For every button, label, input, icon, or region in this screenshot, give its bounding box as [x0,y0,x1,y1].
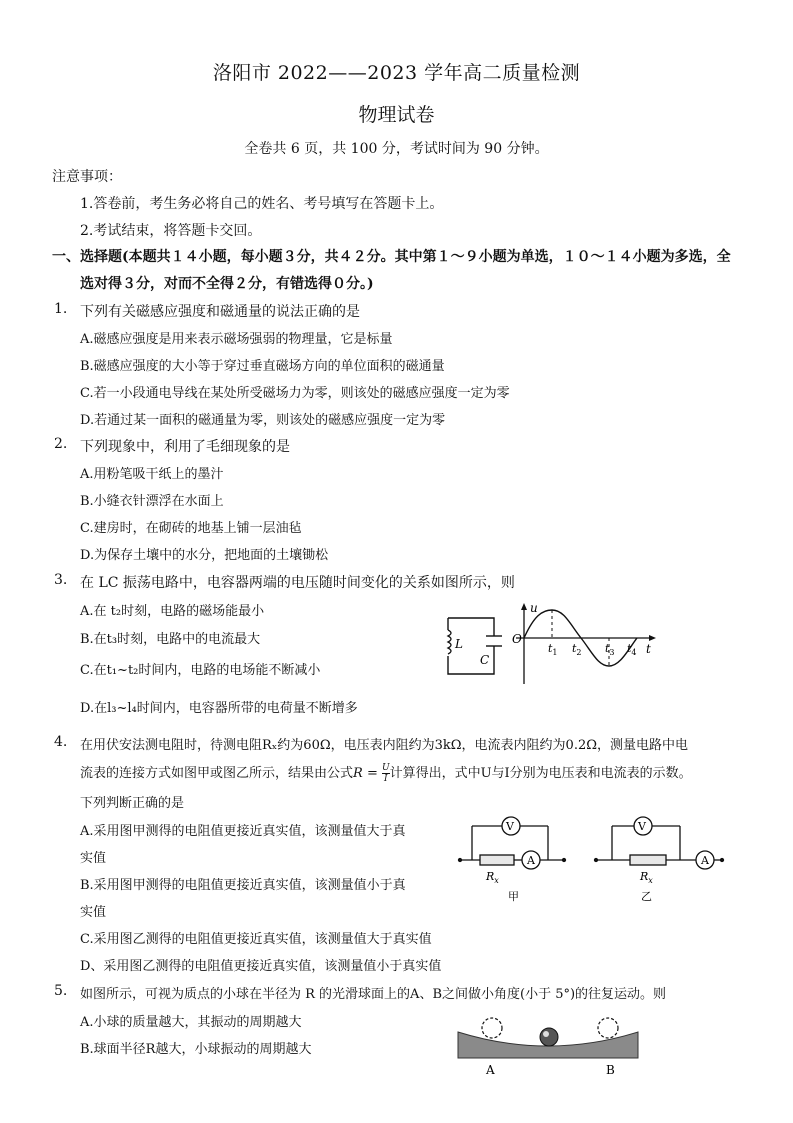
ball [540,1028,558,1046]
question-stem-line3: 下列判断正确的是 [80,796,185,811]
t-axis-label: t [646,642,651,656]
question-stem: 如图所示，可视为质点的小球在半径为 R 的光滑球面上的A、B之间做小角度(小于 5°)的往复运动。则 [80,987,667,1002]
voltmeter-label: V [638,820,646,833]
t3-label: $t_3$ [605,642,615,657]
section-heading-cont: 选对得３分，对而不全得２分，有错选得０分。) [80,276,374,292]
notes-item: 2.考试结束，将答题卡交回。 [80,223,262,239]
question-number: 5. [54,983,68,999]
option-d: D.为保存土壤中的水分，把地面的土壤锄松 [80,548,329,563]
capacitor-label: C [480,653,490,667]
option-d: D、采用图乙测得的电阻值更接近真实值，该测量值小于真实值 [80,959,442,974]
option-a-cont: 实值 [80,851,107,866]
resistor-label: $R_x$ [486,870,499,885]
option-c: C.若一小段通电导线在某处所受磁场力为零，则该处的磁感应强度一定为零 [80,386,510,401]
option-d: D.若通过某一面积的磁通量为零，则该处的磁感应强度一定为零 [80,413,446,428]
figure-yi-label: 乙 [641,890,652,903]
exam-info: 全卷共 6 页，共 100 分，考试时间为 90 分钟。 [244,141,549,157]
voltmeter-label: V [506,820,514,833]
voltage-time-axes [516,603,656,684]
question-stem: 在 LC 振荡电路中，电容器两端的电压随时间变化的关系如图所示，则 [80,575,515,591]
option-a: A.小球的质量越大，其振动的周期越大 [80,1015,302,1030]
origin-label: O [512,632,522,646]
option-b: B.采用图甲测得的电阻值更接近真实值，该测量值小于真 [80,878,406,893]
section-heading: 一、选择题(本题共１４小题，每小题３分，共４２分。其中第１～９小题为单选，１０～１４小题为多选，全 [52,249,731,265]
question-stem: 下列有关磁感应强度和磁通量的说法正确的是 [80,304,360,320]
exam-subtitle: 物理试卷 [358,104,435,126]
resistor-label: $R_x$ [640,870,653,885]
question-number: 3. [54,572,68,588]
point-b-label: B [606,1063,615,1077]
option-a: A.磁感应强度是用来表示磁场强弱的物理量，它是标量 [80,332,393,347]
ball-position-a [482,1018,502,1038]
ammeter-label: A [527,854,535,867]
question-stem-line2 [80,762,692,784]
question-stem: 在用伏安法测电阻时，待测电阻Rₓ约为60Ω，电压表内阻约为3kΩ，电流表内阻约为0.2Ω，测量电路中电 [80,738,688,753]
voltammetry-figure [456,812,726,904]
question-number: 2. [54,436,68,452]
ball-highlight [543,1031,549,1037]
option-b-cont: 实值 [80,905,107,920]
option-c: C.采用图乙测得的电阻值更接近真实值，该测量值大于真实值 [80,932,432,947]
inductor-coil [442,630,454,656]
figure-jia-label: 甲 [508,890,519,903]
question-stem-text: 流表的连接方式如图甲或图乙所示，结果由公式 [80,766,354,781]
option-b: B.小缝衣针漂浮在水面上 [80,494,224,509]
inductor-label: L [455,637,463,651]
spherical-bowl-figure [456,1014,640,1078]
option-a: A.采用图甲测得的电阻值更接近真实值，该测量值大于真 [80,824,406,839]
option-d: D.在l₃~l₄时间内，电容器所带的电荷量不断增多 [80,701,358,716]
option-a: A.用粉笔吸干纸上的墨汁 [80,467,224,482]
ammeter-label: A [701,854,709,867]
option-c: C.建房时，在砌砖的地基上铺一层油毡 [80,521,302,536]
option-a: A.在 t₂时刻，电路的磁场能最小 [80,604,265,619]
t1-label: $t_1$ [548,642,558,657]
option-c: C.在t₁~t₂时间内，电路的电场能不断减小 [80,663,321,678]
option-b: B.在t₃时刻，电路中的电流最大 [80,632,261,647]
ball-position-b [598,1018,618,1038]
exam-title: 洛阳市 2022——2023 学年高二质量检测 [212,62,581,84]
option-b: B.磁感应强度的大小等于穿过垂直磁场方向的单位面积的磁通量 [80,359,445,374]
question-number: 4. [54,734,68,750]
question-number: 1. [54,301,68,317]
u-axis-label: u [530,601,538,615]
t4-label: $t_4$ [627,642,637,657]
option-b: B.球面半径R越大，小球振动的周期越大 [80,1042,312,1057]
t2-label: $t_2$ [572,642,582,657]
lc-circuit-figure [438,600,662,686]
question-stem: 下列现象中，利用了毛细现象的是 [80,439,290,455]
question-stem-text: 计算得出，式中U与I分别为电压表和电流表的示数。 [389,766,692,781]
formula: R = $\frac{U}{I}$ [353,763,390,784]
notes-item: 1.答卷前，考生务必将自己的姓名、考号填写在答题卡上。 [80,196,444,212]
notes-heading: 注意事项： [52,169,122,185]
point-a-label: A [486,1063,495,1077]
